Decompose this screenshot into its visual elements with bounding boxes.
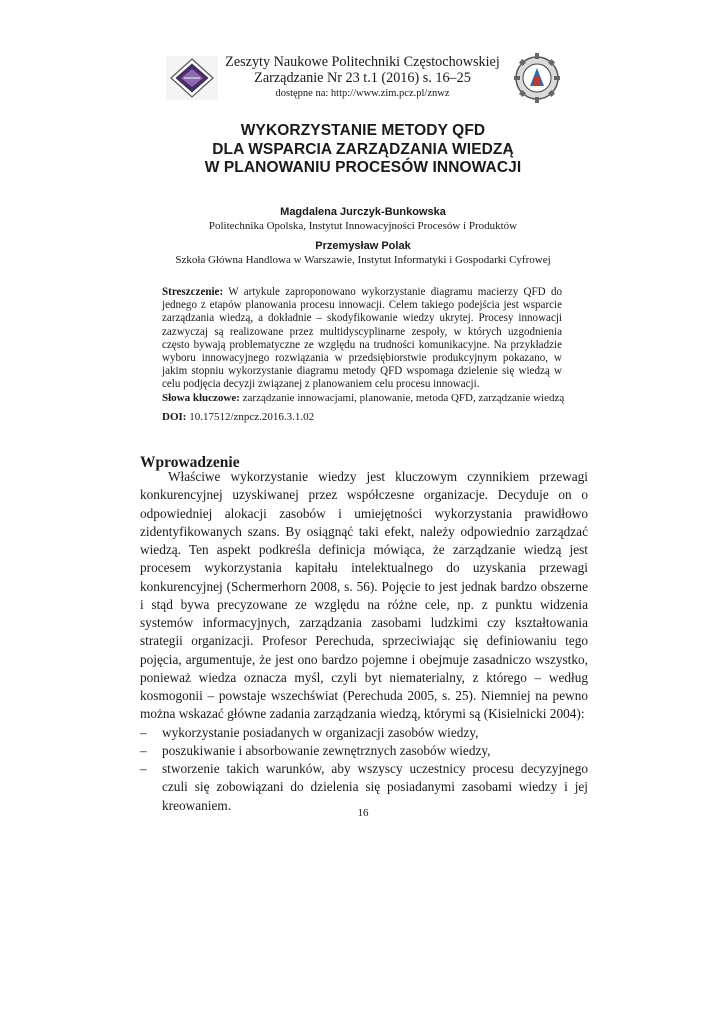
keywords-text: zarządzanie innowacjami, planowanie, metoda QFD, zarządzanie wiedzą (242, 392, 565, 404)
abstract (162, 286, 562, 392)
list-item (140, 742, 588, 760)
journal-issue: Zarządzanie Nr 23 t.1 (2016) s. 16–25 (254, 70, 471, 86)
author-name: Magdalena Jurczyk-Bunkowska (280, 206, 446, 218)
journal-name: Zeszyty Naukowe Politechniki Częstochowskiej (225, 54, 500, 70)
journal-header (200, 54, 525, 100)
page-number: 16 (357, 807, 369, 819)
list-item-text: poszukiwanie i absorbowanie zewnętrznych zasobów wiedzy, (162, 742, 491, 758)
section-body (140, 468, 588, 815)
keywords-label: Słowa kluczowe: (162, 392, 240, 404)
bullet-marker: – (140, 761, 147, 776)
title-line: DLA WSPARCIA ZARZĄDZANIA WIEDZĄ (212, 140, 514, 158)
journal-url[interactable]: dostępne na: http://www.zim.pcz.pl/znwz (275, 88, 450, 99)
abstract-text: W artykule zaproponowano wykorzystanie diagramu macierzy QFD do jednego z etapów planowania procesu innowacji. Celem takiego podejścia jest wsparcie zarządzania wiedzą, a dokładnie – skodyfikowanie wiedzy ukrytej. Procesy innowacji zazwyczaj są realizowane przez multidyscyplinarne zespoły, w których uzgodnienia często bywają problematyczne ze względu na trudności komunikacyjne. Na przykładzie wyboru innowacyjnego rozwiązania w przedsiębiorstwie produkcyjnym pokazano, w jakim stopniu wykorzystanie diagramu metody QFD wspomaga dzielenie się wiedzą w celu podjęcia decyzji związanej z planowaniem celu procesu innowacji. (162, 286, 562, 391)
section-heading: Wprowadzenie (140, 454, 240, 471)
list-item (140, 724, 588, 742)
bullet-marker: – (140, 724, 147, 740)
doi (162, 411, 582, 424)
list-item-text: stworzenie takich warunków, aby wszyscy uczestnicy procesu decyzyjnego czuli się zobowiązani do dzielenia się posiadanymi zasobami wiedzy i jej kreowaniem. (162, 761, 588, 813)
list-item-text: wykorzystanie posiadanych w organizacji zasobów wiedzy, (162, 724, 479, 740)
author-affiliation: Politechnika Opolska, Instytut Innowacyjności Procesów i Produktów (208, 220, 518, 232)
body-paragraph: Właściwe wykorzystanie wiedzy jest kluczowym czynnikiem przewagi konkurencyjnej uzyskiwanej przez współczesne organizacje. Decyduje on o odpowiedniej alokacji zasobów i umiejętności wykorzystania prawidłowo zidentyfikowanych szans. By osiągnąć taki efekt, należy odpowiednio zarządzać wiedzą. Ten aspekt podkreśla definicja mówiąca, że zarządzanie wiedzą jest procesem wykorzystania kapitału intelektualnego do uzyskania przewagi konkurencyjnej (Schermerhorn 2008, s. 56). Pojęcie to jest jednak bardzo obszerne i stąd bywa precyzowane ze względu na różne cele, np. z punktu widzenia systemów informacyjnych, zarządzania zasobami ludzkimi czy kształtowania strategii organizacji. Profesor Perechuda, sprzeciwiając się definiowaniu tego pojęcia, argumentuje, że jest ono bardzo pojemne i obejmuje zasadniczo wszystko, ponieważ wiedza oznacza myśl, czyli byt niematerialny, z którego – według kosmogonii – powstaje wszechświat (Perechuda 2005, s. 25). Niemniej na pewno można wskazać główne zadania zarządzania wiedzą, którymi są (Kisielnicki 2004): (140, 469, 588, 722)
article-title (140, 122, 586, 178)
doi-value[interactable]: 10.17512/znpcz.2016.3.1.02 (189, 411, 315, 423)
doi-label: DOI: (162, 411, 187, 423)
abstract-label: Streszczenie: (162, 286, 224, 298)
author-affiliation: Szkoła Główna Handlowa w Warszawie, Instytut Informatyki i Gospodarki Cyfrowej (175, 254, 551, 266)
bullet-marker: – (140, 742, 147, 758)
title-line: WYKORZYSTANIE METODY QFD (240, 122, 486, 139)
title-line: W PLANOWANIU PROCESÓW INNOWACJI (204, 159, 522, 176)
bullet-list (140, 724, 588, 815)
keywords (162, 392, 582, 405)
author-name: Przemysław Polak (315, 240, 411, 252)
